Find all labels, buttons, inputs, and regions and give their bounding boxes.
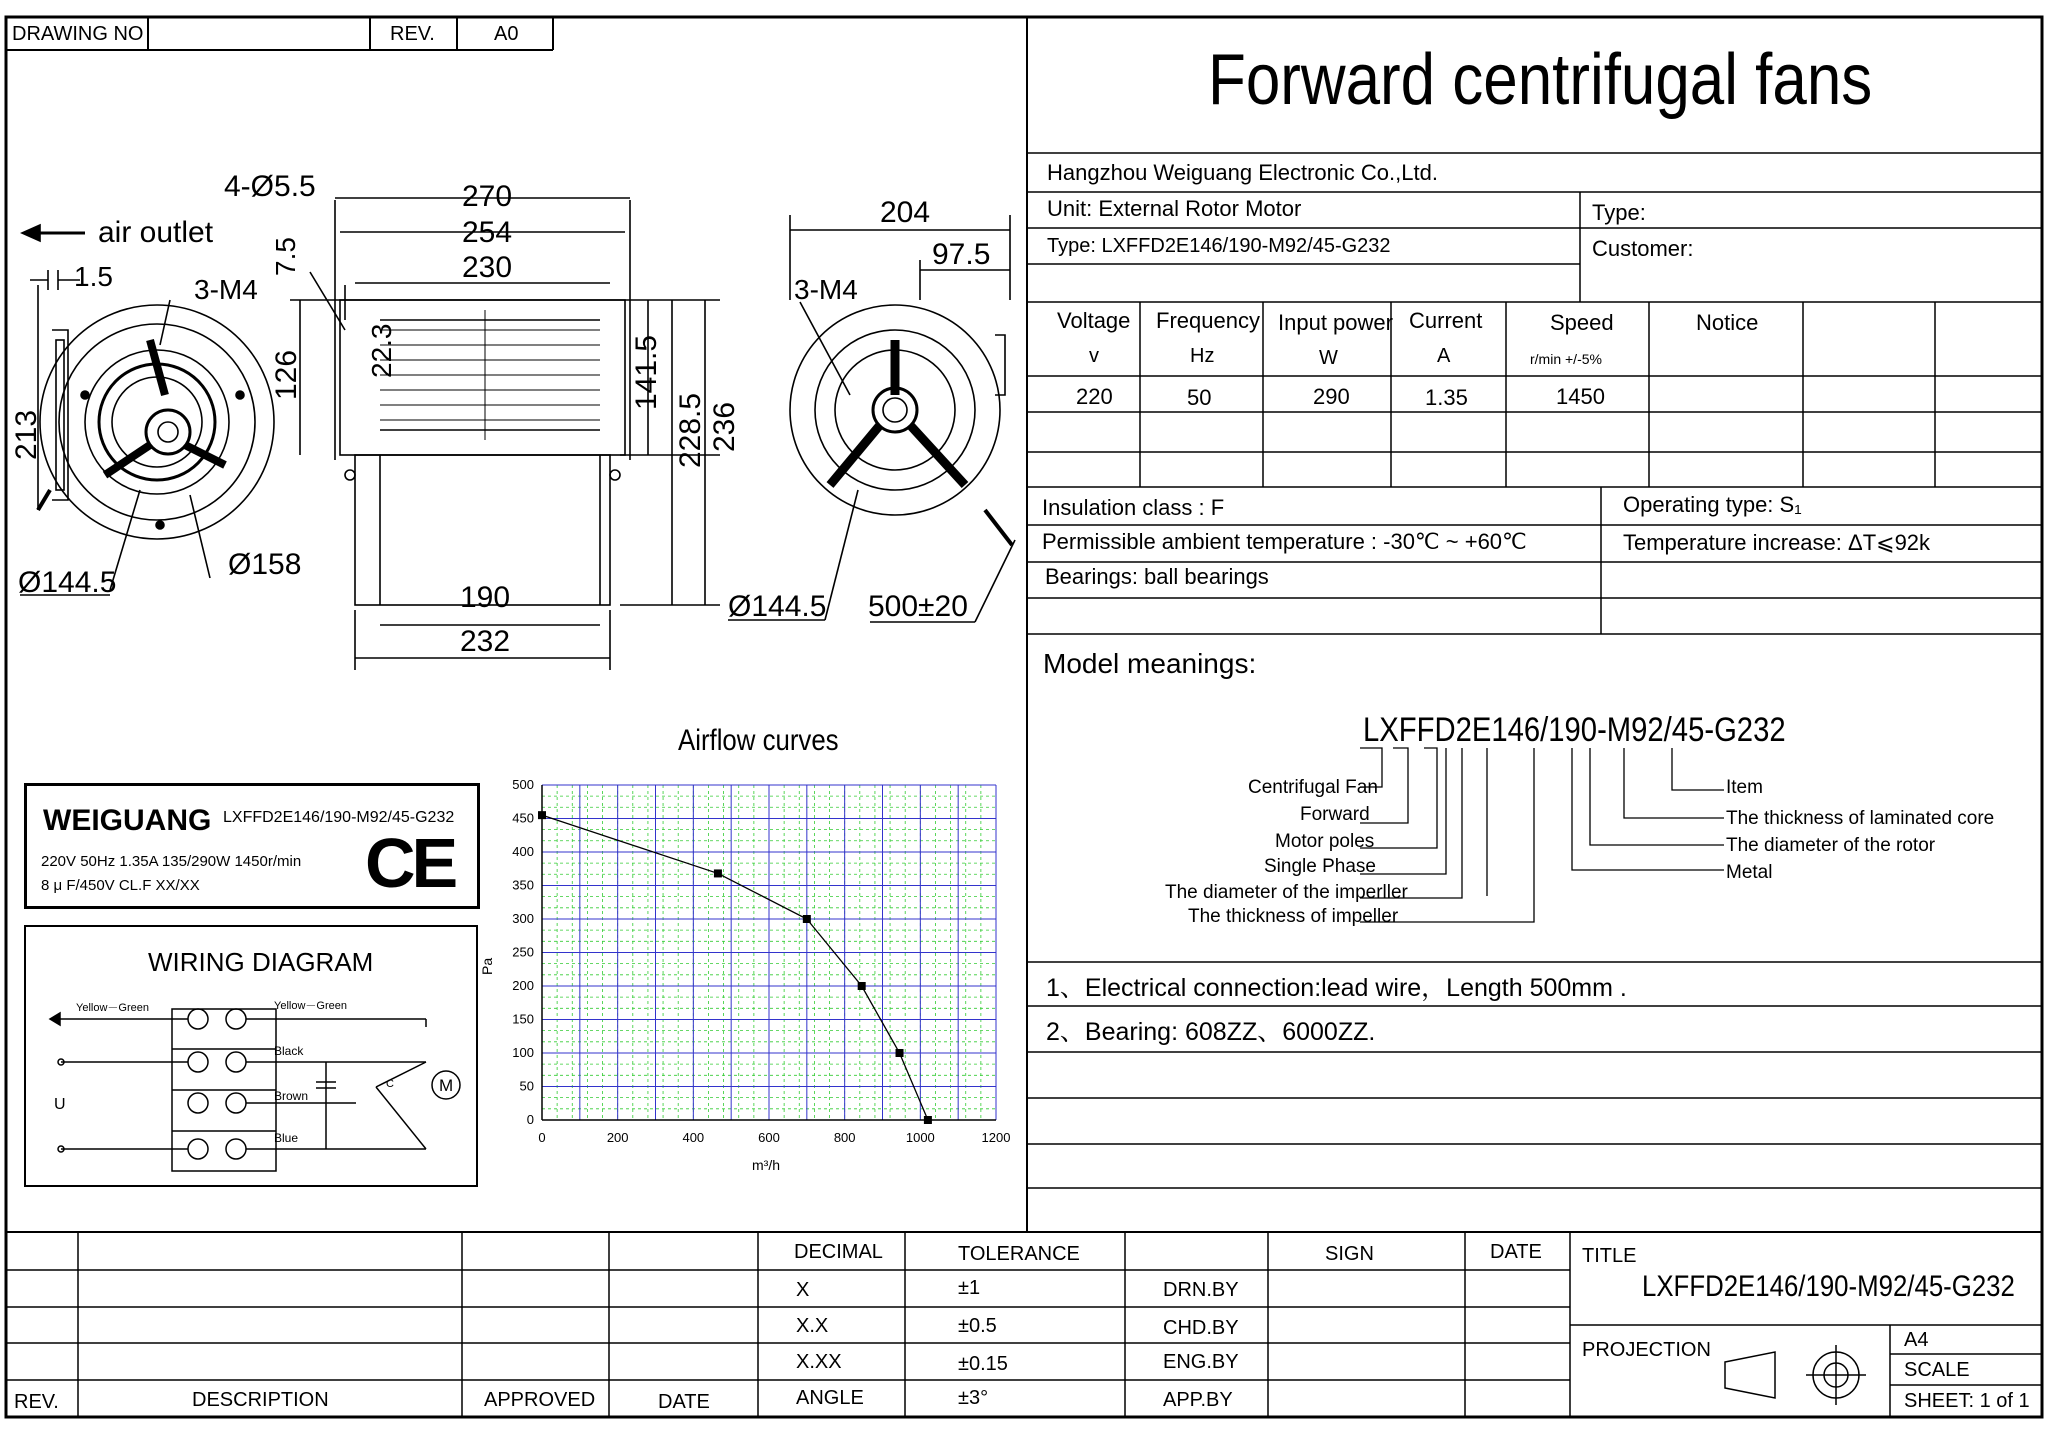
tb-role-app: APP.BY [1163, 1389, 1233, 1411]
dim-230: 230 [462, 251, 513, 284]
x-tick-label: 200 [606, 1130, 629, 1145]
note-electrical: 1、Electrical connection:lead wire，Length 500mm . [1046, 974, 1627, 1002]
wire-label-blue: Blue [274, 1131, 299, 1145]
dim-3-m4-back: 3-M4 [794, 274, 858, 305]
type-label: Type: [1592, 200, 1646, 225]
company-name: Hangzhou Weiguang Electronic Co.,Ltd. [1047, 160, 1438, 185]
operating-type: Operating type: S₁ [1623, 492, 1802, 517]
motor-label: M [439, 1076, 454, 1095]
brand-name: WEIGUANG [43, 804, 212, 837]
tb-header-date: DATE [1490, 1241, 1542, 1263]
unit-line: Unit: External Rotor Motor [1047, 196, 1302, 221]
spec-unit-speed: r/min +/-5% [1530, 351, 1602, 367]
wire-label-yg-left: Yellow－Green [76, 1002, 149, 1014]
x-tick-label: 800 [833, 1130, 856, 1145]
spec-header-frequency: Frequency [1156, 308, 1260, 333]
rev-value: A0 [494, 23, 519, 45]
x-tick-label: 1000 [905, 1130, 935, 1145]
type-line: Type: LXFFD2E146/190-M92/45-G232 [1047, 235, 1391, 257]
model-label-metal: Metal [1726, 862, 1773, 883]
tb-tol-1: ±1 [958, 1277, 981, 1299]
dim-hole-spec: 4-Ø5.5 [224, 170, 316, 203]
drawing-no-label: DRAWING NO [12, 23, 144, 45]
y-tick-label: 50 [519, 1078, 534, 1094]
tb-tol-2: ±0.5 [958, 1315, 997, 1337]
dim-7-5: 7.5 [270, 237, 301, 276]
dim-270: 270 [462, 180, 513, 213]
spec-unit-current: A [1437, 345, 1451, 367]
wire-label-yg-right: Yellow－Green [274, 1000, 347, 1012]
tb-decimal-xxx: X.XX [796, 1351, 842, 1373]
tb-header-sign: SIGN [1325, 1243, 1374, 1265]
dim-dia-158: Ø158 [228, 548, 302, 581]
tb-title-label: TITLE [1582, 1245, 1637, 1267]
dim-232: 232 [460, 625, 511, 658]
bearings-type: Bearings: ball bearings [1045, 564, 1269, 589]
dim-lead-length: 500±20 [868, 590, 968, 623]
model-label-centrifugal: Centrifugal Fan [1248, 777, 1378, 798]
nameplate-line1: 220V 50Hz 1.35A 135/290W 1450r/min [41, 853, 302, 870]
y-tick-label: 450 [512, 810, 534, 826]
spec-unit-power: W [1319, 347, 1338, 369]
dim-190: 190 [460, 581, 511, 614]
spec-unit-frequency: Hz [1190, 345, 1215, 367]
chart-title: Airflow curves [678, 724, 839, 757]
model-label-forward: Forward [1300, 804, 1370, 825]
wire-label-black: Black [274, 1044, 304, 1058]
dim-141-5: 141.5 [630, 334, 663, 410]
tb-scale: SCALE [1904, 1359, 1970, 1381]
note-bearing: 2、Bearing: 608ZZ、6000ZZ. [1046, 1018, 1376, 1046]
tb-header-decimal: DECIMAL [794, 1241, 883, 1263]
tb-paper-size: A4 [1904, 1329, 1929, 1351]
x-tick-label: 1200 [981, 1130, 1011, 1145]
model-label-rotor: The diameter of the rotor [1726, 835, 1936, 856]
dim-204: 204 [880, 196, 931, 229]
wiring-title: WIRING DIAGRAM [148, 947, 374, 977]
spec-header-notice: Notice [1696, 310, 1759, 335]
model-label-core: The thickness of laminated core [1726, 808, 1995, 829]
spec-header-power: Input power [1278, 310, 1393, 335]
supply-label: U [54, 1096, 66, 1113]
model-label-impeller-thk: The thickness of impeller [1188, 906, 1399, 927]
spec-unit-voltage: v [1089, 345, 1099, 367]
tb-decimal-xx: X.X [796, 1315, 829, 1337]
dim-254: 254 [462, 216, 513, 249]
tb-decimal-x: X [796, 1279, 810, 1301]
page-title: Forward centrifugal fans [1208, 40, 1873, 120]
tb-role-drn: DRN.BY [1163, 1279, 1239, 1301]
model-heading: Model meanings: [1043, 648, 1257, 679]
tb-title-value: LXFFD2E146/190-M92/45-G232 [1642, 1270, 2015, 1303]
customer-label: Customer: [1592, 236, 1694, 261]
dim-3-m4-front: 3-M4 [194, 274, 258, 305]
x-tick-label: 0 [538, 1130, 546, 1145]
y-tick-label: 500 [512, 777, 534, 792]
dim-1-5: 1.5 [74, 261, 113, 292]
spec-value-current: 1.35 [1425, 385, 1468, 410]
tb-date-header: DATE [658, 1391, 710, 1413]
spec-value-speed: 1450 [1556, 384, 1605, 409]
dim-dia-144-5-back: Ø144.5 [728, 590, 827, 623]
y-tick-label: 350 [512, 877, 534, 893]
tb-approved-header: APPROVED [484, 1389, 596, 1411]
tb-decimal-angle: ANGLE [796, 1387, 864, 1409]
model-label-impeller-dia: The diameter of the imperller [1165, 882, 1408, 903]
spec-header-voltage: Voltage [1057, 308, 1131, 333]
y-tick-label: 400 [512, 844, 534, 859]
spec-value-frequency: 50 [1187, 385, 1212, 410]
nameplate-line2: 8 μ F/450V CL.F XX/XX [41, 877, 200, 894]
tb-role-chd: CHD.BY [1163, 1317, 1239, 1339]
model-label-poles: Motor poles [1275, 831, 1375, 852]
model-label-phase: Single Phase [1264, 856, 1376, 877]
capacitor-label: C [386, 1078, 394, 1090]
ce-mark: CE [365, 824, 455, 902]
insulation-class: Insulation class : F [1042, 495, 1225, 520]
ambient-temperature: Permissible ambient temperature : -30℃ ~ +60℃ [1042, 529, 1527, 554]
y-tick-label: 0 [526, 1112, 534, 1127]
nameplate-model: LXFFD2E146/190-M92/45-G232 [223, 809, 455, 826]
y-tick-label: 200 [512, 978, 534, 993]
tb-header-tolerance: TOLERANCE [958, 1243, 1080, 1265]
model-label-item: Item [1726, 777, 1763, 798]
wire-label-brown: Brown [274, 1089, 309, 1103]
tb-tol-4: ±3° [958, 1387, 989, 1409]
model-code: LXFFD2E146/190-M92/45-G232 [1363, 711, 1786, 749]
x-tick-label: 600 [758, 1130, 780, 1145]
y-tick-label: 150 [512, 1011, 534, 1027]
spec-value-power: 290 [1313, 384, 1350, 409]
rev-label: REV. [390, 23, 435, 45]
tb-role-eng: ENG.BY [1163, 1351, 1239, 1373]
tb-description-header: DESCRIPTION [192, 1389, 329, 1411]
spec-value-voltage: 220 [1076, 384, 1113, 409]
dim-97-5: 97.5 [932, 238, 991, 271]
dim-236: 236 [708, 401, 741, 452]
temperature-increase: Temperature increase: ΔT⩽92k [1623, 530, 1931, 555]
y-tick-label: 250 [512, 944, 534, 960]
spec-header-current: Current [1409, 308, 1483, 333]
x-tick-label: 400 [682, 1130, 705, 1145]
dim-126: 126 [270, 349, 303, 400]
y-tick-label: 100 [512, 1045, 534, 1060]
tb-rev-header: REV. [14, 1391, 59, 1413]
spec-header-speed: Speed [1550, 310, 1614, 335]
tb-tol-3: ±0.15 [958, 1353, 1008, 1375]
tb-sheet: SHEET: 1 of 1 [1904, 1390, 2030, 1412]
air-outlet-label: air outlet [98, 216, 214, 249]
dim-213: 213 [10, 409, 43, 460]
chart-ylabel: Pa [479, 957, 495, 975]
chart-xlabel: m³/h [752, 1157, 780, 1173]
tb-projection-label: PROJECTION [1582, 1339, 1711, 1361]
dim-228-5: 228.5 [674, 392, 707, 468]
dim-22-3: 22.3 [366, 323, 397, 378]
y-tick-label: 300 [512, 911, 534, 926]
dim-dia-144-5-front: Ø144.5 [18, 566, 117, 599]
